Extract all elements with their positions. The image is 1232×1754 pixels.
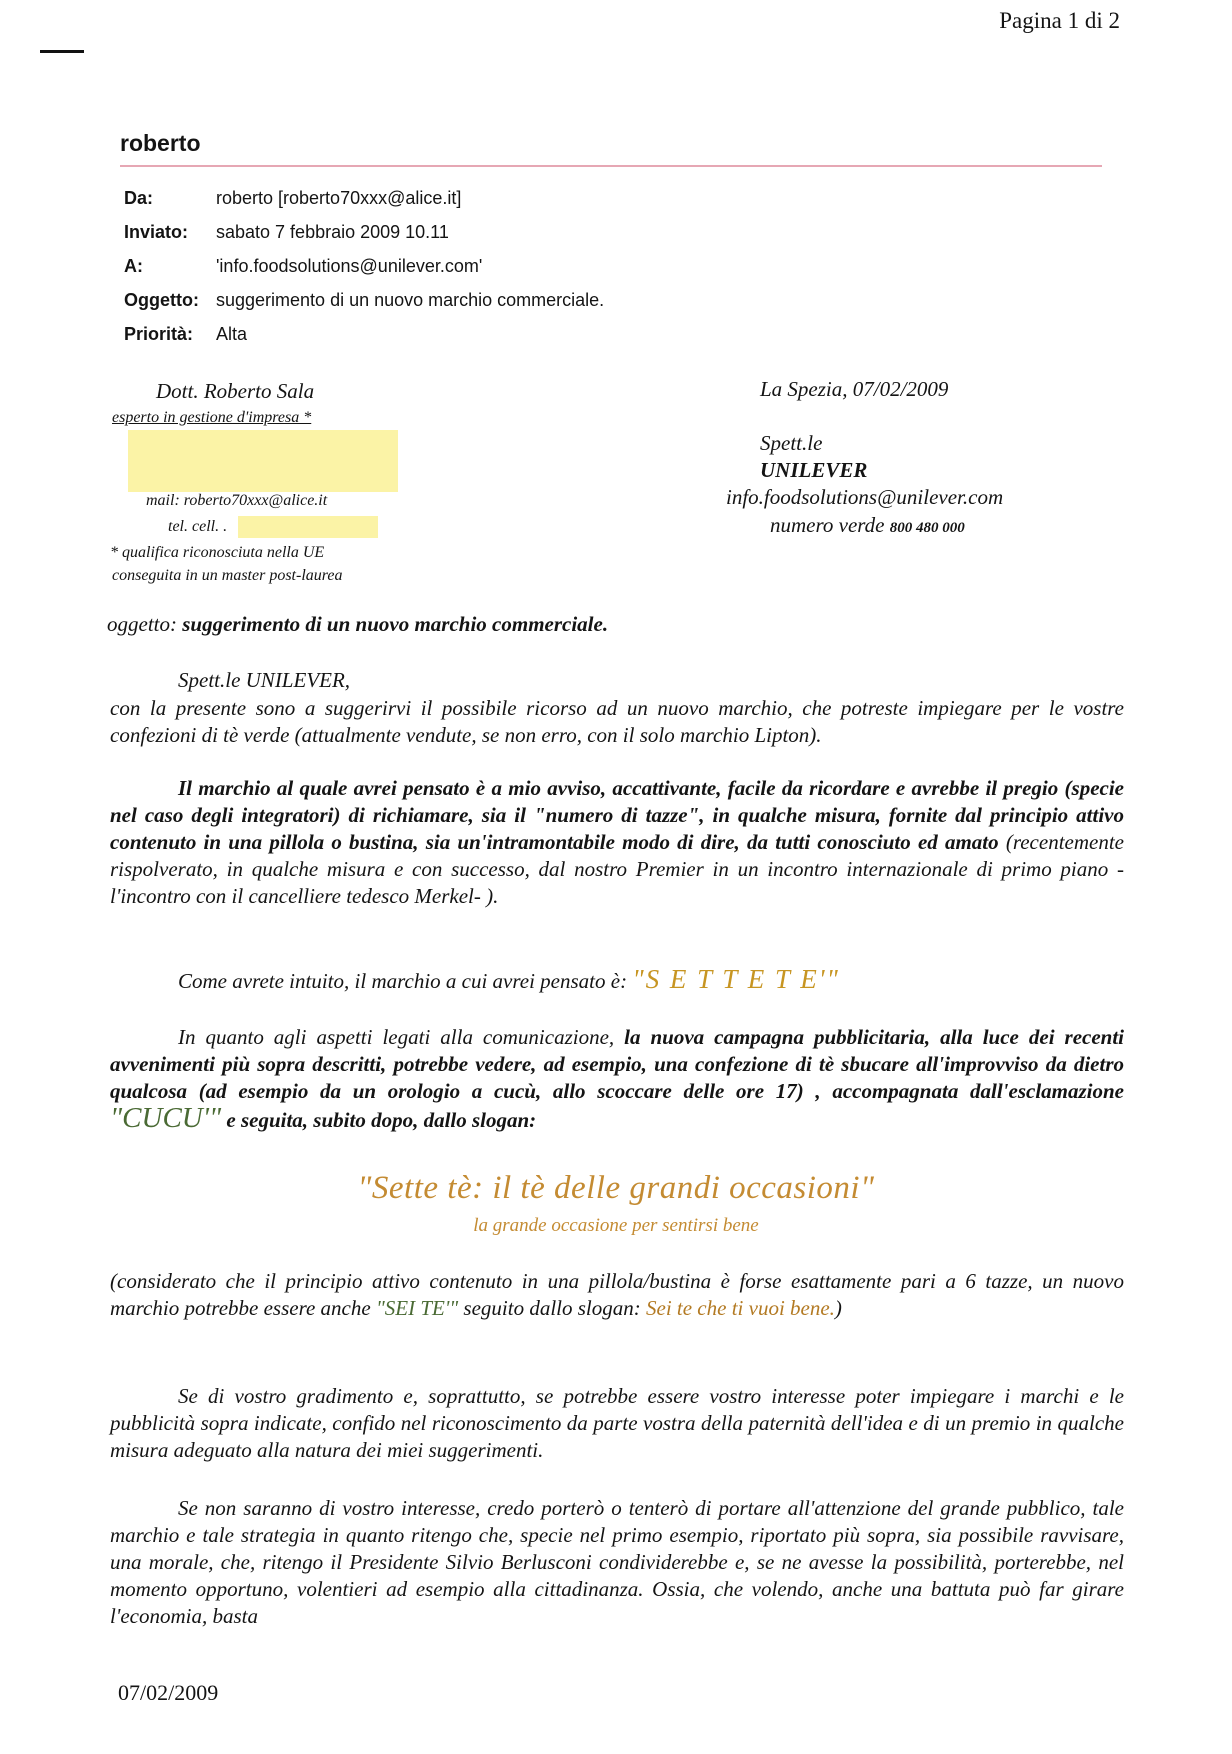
sender-note-line2: conseguita in un master post-laurea <box>112 567 343 584</box>
header-row-to <box>124 256 482 277</box>
redaction-highlight <box>128 430 398 492</box>
place-date: La Spezia, 07/02/2009 <box>760 377 949 401</box>
sub-slogan: la grande occasione per sentirsi bene <box>473 1215 759 1236</box>
header-value: 'info.foodsolutions@unilever.com' <box>216 256 483 276</box>
subject-label: oggetto: <box>107 612 177 636</box>
subject-text: suggerimento di un nuovo marchio commerciale. <box>182 612 609 636</box>
recipient-phone <box>770 512 965 541</box>
paragraph-closing: Se non saranno di vostro interesse, credo porterò o tenterò di portare all'attenzione del grande pubblico, tale marchio e tale strategia in quanto ritengo che, specie nel primo esempio, riportato più sopra, sia possibile ravvisare, una morale, che, ritengo il Presidente Silvio Berlusconi condividerebbe e, se ne avesse la possibilità, porterebbe, nel momento opportuno, volentieri ad esempio alla cittadinanza. Ossia, che volendo, anche una battuta può far girare l'economia, basta <box>110 1496 1124 1628</box>
header-key: A: <box>124 256 143 276</box>
brand-reveal-text: Come avrete intuito, il marchio a cui avrei pensato è: <box>178 969 633 993</box>
sender-note-line1: * qualifica riconosciuta nella UE <box>110 544 325 561</box>
brand-idea-rest: (recentemente rispolverato, in qualche misura e con successo, dal nostro Premier in un incontro internazionale di primo piano - l'incontro con il cancelliere tedesco Merkel- ). <box>110 830 1124 908</box>
header-key: Oggetto: <box>124 290 199 310</box>
alternative-close: ) <box>834 1296 842 1320</box>
page-number: Pagina 1 di 2 <box>999 8 1120 33</box>
recipient-company: UNILEVER <box>760 458 868 482</box>
paragraph-alternative <box>110 1268 1124 1322</box>
alternative-text-2: seguito dallo slogan: <box>458 1296 646 1320</box>
phone-number: 800 480 000 <box>889 520 965 536</box>
paragraph-campaign <box>110 1024 1124 1134</box>
header-key: Priorità: <box>124 324 194 344</box>
header-value: sabato 7 febbraio 2009 10.11 <box>216 222 449 242</box>
paragraph-brand-reveal <box>110 966 1124 995</box>
recipient-email: info.foodsolutions@unilever.com <box>726 485 1004 509</box>
greeting: Spett.le UNILEVER, <box>178 668 351 692</box>
header-divider <box>120 165 1102 167</box>
recipient-salutation: Spett.le <box>760 431 823 455</box>
header-row-subject <box>124 290 604 311</box>
campaign-description: la nuova campagna pubblicitaria, alla luce dei recenti avvenimenti più sopra descritti, potrebbe vedere, ad esempio, una confezione di tè sbucare all'improvviso da dietro qualcosa (ad esempio da un orologio a cucù, allo scoccare delle ore 17) , accompagnata dall'esclamazione <box>110 1025 1124 1103</box>
footer-date: 07/02/2009 <box>118 1680 219 1705</box>
letter-subject <box>107 612 608 637</box>
brand-idea-bold: Il marchio al quale avrei pensato è a mio avviso, accattivante, facile da ricordare e avrebbe il pregio (specie nel caso degli integratori) di richiamare, sia il "numero di tazze", in qualche misura, fornite dal principio attivo contenuto in una pillola o bustina, sia un'intramontabile modo di dire, da tutti conosciuto ed amato <box>110 776 1124 854</box>
header-key: Inviato: <box>124 222 189 242</box>
sender-name: Dott. Roberto Sala <box>156 379 315 403</box>
header-row-from <box>124 188 461 209</box>
phone-label: numero verde <box>770 513 885 537</box>
sender-mail: mail: roberto70xxx@alice.it <box>146 492 328 509</box>
alternative-text: (considerato che il principio attivo contenuto in una pillola/bustina è forse esattamente pari a 6 tazze, un nuovo marchio potrebbe essere anche <box>110 1269 1124 1320</box>
brand-name-sei-te: "SEI TE'" <box>375 1296 459 1320</box>
header-key: Da: <box>124 188 154 208</box>
alternative-slogan: Sei te che ti vuoi bene. <box>646 1296 835 1320</box>
sender-role: esperto in gestione d'impresa * <box>112 409 312 426</box>
redaction-highlight-phone <box>238 516 378 538</box>
header-value: suggerimento di un nuovo marchio commerciale. <box>216 290 605 310</box>
brand-name-sette-te: "S E T T E T E'" <box>632 964 840 994</box>
scan-mark <box>40 50 84 53</box>
header-value: roberto [roberto70xxx@alice.it] <box>216 188 462 208</box>
paragraph-request: Se di vostro gradimento e, soprattutto, se potrebbe essere vostro interesse poter impiegare i marchi e le pubblicità sopra indicate, confido nel riconoscimento da parte vostra della paternità dell'idea e di un premio in qualche misura adeguato alla natura dei miei suggerimenti. <box>110 1384 1124 1462</box>
email-sender-title: roberto <box>120 130 201 156</box>
campaign-end: e seguita, subito dopo, dallo slogan: <box>221 1108 537 1132</box>
exclamation-cucu: "CUCU'" <box>110 1102 222 1134</box>
header-row-sent <box>124 222 449 243</box>
header-row-priority <box>124 324 247 345</box>
campaign-intro: In quanto agli aspetti legati alla comunicazione, <box>178 1025 625 1049</box>
paragraph-brand-idea <box>110 775 1124 910</box>
sender-phone: tel. cell. . <box>168 518 228 535</box>
main-slogan: "Sette tè: il tè delle grandi occasioni" <box>357 1170 875 1206</box>
header-value: Alta <box>216 324 248 344</box>
paragraph-intro: con la presente sono a suggerirvi il possibile ricorso ad un nuovo marchio, che potreste impiegare per le vostre confezioni di tè verde (attualmente vendute, se non erro, con il solo marchio Lipton). <box>110 696 1124 747</box>
